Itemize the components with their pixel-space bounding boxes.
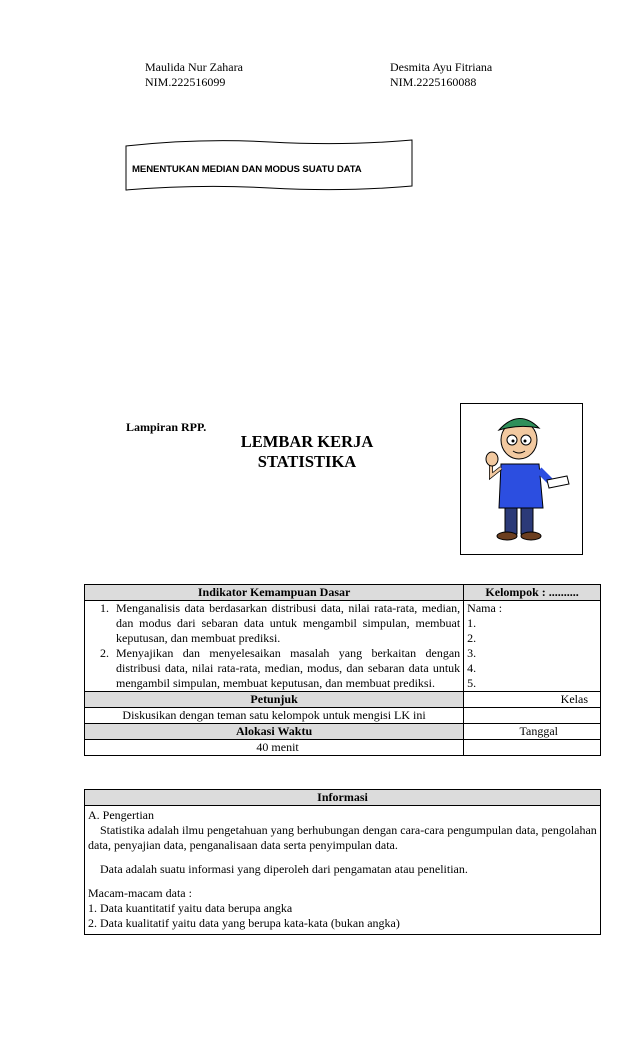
lk-info-table [84, 584, 601, 756]
indikator-header: Indikator Kemampuan Dasar [85, 585, 464, 601]
informasi-header: Informasi [85, 790, 601, 806]
student-reading-icon [461, 404, 582, 554]
alokasi-header: Alokasi Waktu [85, 724, 464, 740]
banner-title: MENENTUKAN MEDIAN DAN MODUS SUATU DATA [132, 164, 362, 175]
lampiran-label: Lampiran RPP. [126, 420, 207, 434]
indikator-item: 2. Menyajikan dan menyelesaikan masalah yang berkaitan dengan distribusi data, nilai rata-rata, median, modus, dan sebaran data untuk mengambil simpulan, membuat keputusan, dan membuat prediksi. [100, 646, 461, 690]
topic-banner [120, 136, 415, 194]
author-2-name: Desmita Ayu Fitriana [390, 60, 493, 74]
author-1-name: Maulida Nur Zahara [145, 60, 243, 74]
author-2 [390, 60, 492, 90]
author-2-nim: NIM.2225160088 [390, 75, 477, 89]
macam-data-item-1: 1. Data kuantitatif yaitu data berupa angka [88, 901, 293, 915]
nama-item: 3. [467, 646, 477, 660]
kelas-value [464, 708, 601, 724]
title-line-2: STATISTIKA [257, 452, 357, 471]
statistika-definition: Statistika adalah ilmu pengetahuan yang berhubungan dengan cara-cara pengumpulan data, pengolahan data, penyajian data, penganalisaan data serta penyimpulan data. [88, 823, 597, 852]
nama-item: 2. [467, 631, 477, 645]
petunjuk-header: Petunjuk [85, 692, 464, 708]
author-1-nim: NIM.222516099 [145, 75, 226, 89]
illustration-frame [460, 403, 583, 555]
nama-item: 1. [467, 616, 477, 630]
author-1 [145, 60, 243, 90]
data-definition: Data adalah suatu informasi yang diperoleh dari pengamatan atau penelitian. [100, 862, 468, 876]
alokasi-value: 40 menit [85, 740, 464, 756]
informasi-table [84, 789, 601, 935]
macam-data-item-2: 2. Data kualitatif yaitu data yang berupa kata-kata (bukan angka) [88, 916, 400, 930]
worksheet-title [207, 432, 407, 472]
petunjuk-text: Diskusikan dengan teman satu kelompok untuk mengisi LK ini [85, 708, 464, 724]
nama-item: 4. [467, 661, 477, 675]
macam-data-heading: Macam-macam data : [88, 886, 192, 900]
indikator-list [88, 601, 460, 691]
informasi-content [85, 806, 601, 935]
tanggal-value [464, 740, 601, 756]
kelompok-header: Kelompok : .......... [464, 585, 601, 601]
nama-item: 5. [467, 676, 477, 690]
nama-list [467, 616, 597, 691]
title-line-1: LEMBAR KERJA [240, 432, 374, 451]
nama-label: Nama : [467, 601, 503, 615]
tanggal-label: Tanggal [464, 724, 601, 740]
kelompok-cell [464, 601, 601, 692]
pengertian-heading: A. Pengertian [88, 808, 154, 822]
indikator-cell [85, 601, 464, 692]
kelas-label: Kelas [464, 692, 601, 708]
indikator-item: 1. Menganalisis data berdasarkan distribusi data, nilai rata-rata, median, dan modus dari sebaran data untuk mengambil simpulan, membuat keputusan, dan membuat prediksi. [100, 601, 461, 645]
